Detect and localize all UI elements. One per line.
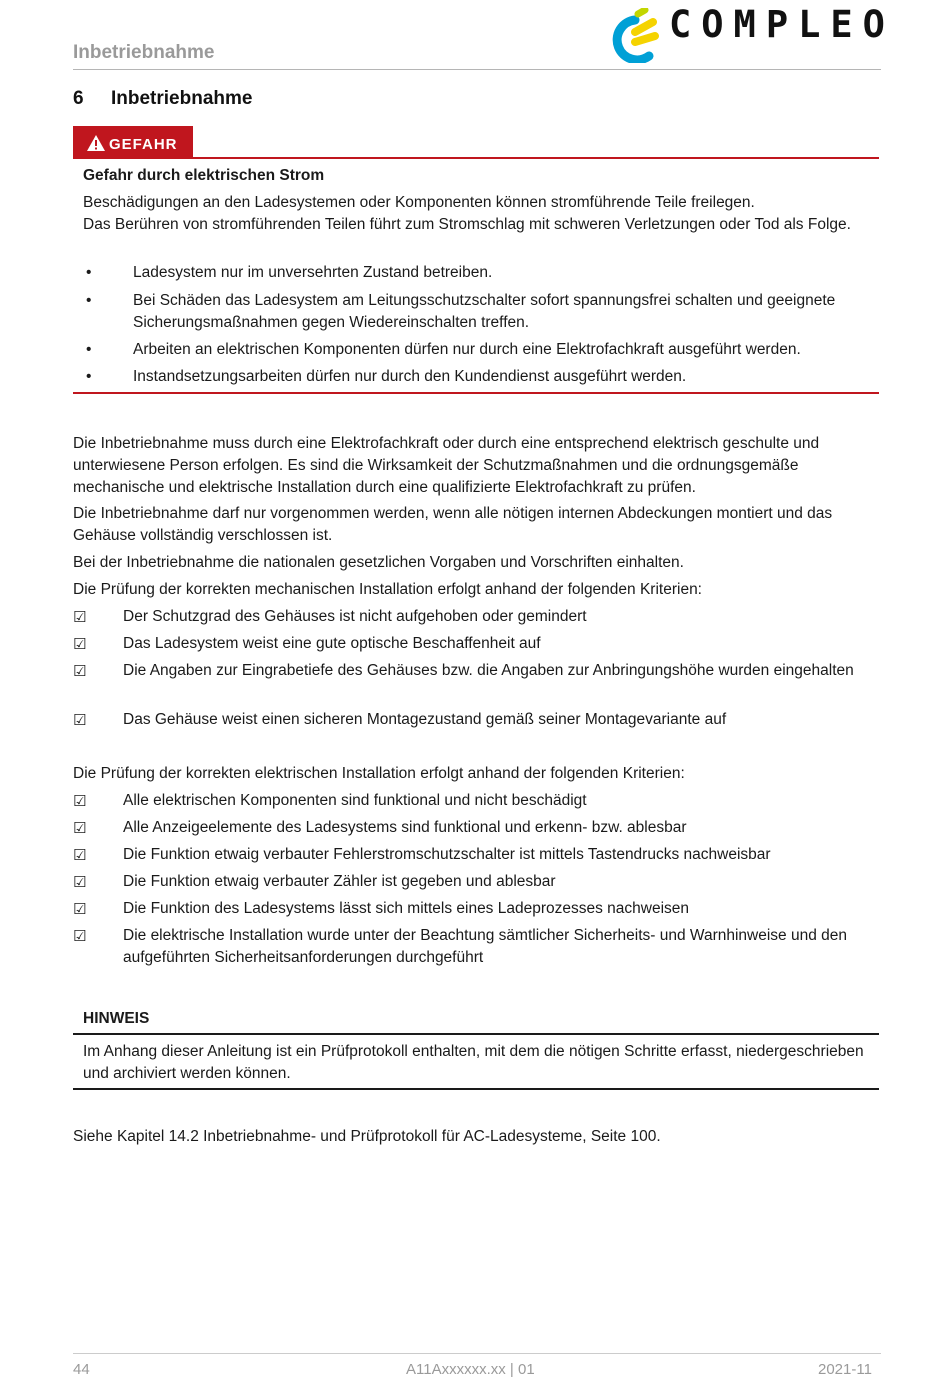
warning-triangle-icon (87, 135, 105, 151)
checklist-text: Die elektrische Installation wurde unter der Beachtung sämtlicher Sicherheits- und Warnhinweise und den aufgeführten Sicherheitsanforderungen durchgeführt (123, 927, 848, 966)
checkbox-checked-icon: ☑ (73, 819, 87, 837)
note-bottom-rule (73, 1088, 879, 1090)
document-id: A11Axxxxxx.xx | 01 (406, 1361, 535, 1378)
bullet-mark: • (86, 292, 92, 309)
checklist-text: Alle elektrischen Komponenten sind funktional und nicht beschädigt (123, 792, 587, 809)
danger-paragraph-1: Beschädigungen an den Ladesystemen oder Komponenten können stromführende Teile freilegen. (83, 194, 755, 211)
document-date: 2021-11 (818, 1361, 872, 1378)
chapter-number: 6 (73, 88, 84, 109)
checklist-text: Die Funktion etwaig verbauter Zähler ist gegeben und ablesbar (123, 873, 556, 890)
bullet-mark: • (86, 341, 92, 358)
chapter-title: Inbetriebnahme (111, 88, 253, 109)
danger-heading: Gefahr durch elektrischen Strom (83, 167, 325, 184)
danger-paragraph-2: Das Berühren von stromführenden Teilen führt zum Stromschlag mit schweren Verletzungen oder Tod als Folge. (83, 216, 851, 233)
checkbox-checked-icon: ☑ (73, 635, 87, 653)
running-header: Inbetriebnahme (73, 42, 215, 63)
checkbox-checked-icon: ☑ (73, 900, 87, 918)
danger-bottom-rule (73, 392, 879, 394)
checkbox-checked-icon: ☑ (73, 608, 87, 626)
body-paragraph-1: Die Inbetriebnahme muss durch eine Elektrofachkraft oder durch eine entsprechend elektrisch geschulte und unterwiesene Person erfolgen. Es sind die Wirksamkeit der Schutzmaßnahmen und die ordnungsgemäße mechanische und elektrische Installation durch eine qualifizierte Elektrofachkraft zu prüfen. (73, 435, 820, 496)
compleo-logo-mark-icon (605, 8, 667, 63)
compleo-logo (605, 3, 895, 63)
checkbox-checked-icon: ☑ (73, 846, 87, 864)
mechanical-criteria-intro: Die Prüfung der korrekten mechanischen Installation erfolgt anhand der folgenden Kriterien: (73, 581, 702, 598)
checkbox-checked-icon: ☑ (73, 792, 87, 810)
note-label: HINWEIS (83, 1010, 150, 1027)
danger-top-rule (73, 157, 879, 159)
footer-divider (73, 1353, 881, 1354)
checklist-text: Der Schutzgrad des Gehäuses ist nicht aufgehoben oder gemindert (123, 608, 587, 625)
checklist-text: Die Funktion etwaig verbauter Fehlerstromschutzschalter ist mittels Tastendrucks nachweisbar (123, 846, 771, 863)
checkbox-checked-icon: ☑ (73, 873, 87, 891)
chapter-heading (73, 88, 252, 110)
danger-bullet-text: Ladesystem nur im unversehrten Zustand betreiben. (133, 264, 493, 281)
bullet-mark: • (86, 368, 92, 385)
note-text: Im Anhang dieser Anleitung ist ein Prüfprotokoll enthalten, mit dem die nötigen Schritte erfasst, niedergeschrieben und archiviert werden können. (83, 1043, 864, 1082)
danger-bullet-text: Arbeiten an elektrischen Komponenten dürfen nur durch eine Elektrofachkraft ausgeführt werden. (133, 341, 801, 358)
body-paragraph-3: Bei der Inbetriebnahme die nationalen gesetzlichen Vorgaben und Vorschriften einhalten. (73, 554, 684, 571)
body-paragraph-2: Die Inbetriebnahme darf nur vorgenommen werden, wenn alle nötigen internen Abdeckungen montiert und das Gehäuse vollständig verschlossen ist. (73, 505, 833, 544)
checklist-text: Die Funktion des Ladesystems lässt sich mittels eines Ladeprozesses nachweisen (123, 900, 690, 917)
danger-bullet-text: Instandsetzungsarbeiten dürfen nur durch den Kundendienst ausgeführt werden. (133, 368, 687, 385)
cross-reference: Siehe Kapitel 14.2 Inbetriebnahme- und Prüfprotokoll für AC-Ladesysteme, Seite 100. (73, 1128, 661, 1145)
electrical-criteria-intro: Die Prüfung der korrekten elektrischen Installation erfolgt anhand der folgenden Kriterien: (73, 765, 685, 782)
note-top-rule (73, 1033, 879, 1035)
checkbox-checked-icon: ☑ (73, 711, 87, 729)
checkbox-checked-icon: ☑ (73, 662, 87, 680)
danger-bullet-text: Bei Schäden das Ladesystem am Leitungsschutzschalter sofort spannungsfrei schalten und geeignete Sicherungsmaßnahmen gegen Wiedereinschalten treffen. (133, 292, 836, 331)
header-divider (73, 69, 881, 70)
compleo-logo-text: COMPLEO (669, 3, 895, 46)
page-number: 44 (73, 1361, 90, 1378)
checkbox-checked-icon: ☑ (73, 927, 87, 945)
danger-label (73, 126, 193, 158)
checklist-text: Das Gehäuse weist einen sicheren Montagezustand gemäß seiner Montagevariante auf (123, 711, 727, 728)
checklist-text: Alle Anzeigeelemente des Ladesystems sind funktional und erkenn- bzw. ablesbar (123, 819, 687, 836)
bullet-mark: • (86, 264, 92, 281)
danger-label-text: GEFAHR (109, 136, 178, 153)
checklist-text: Das Ladesystem weist eine gute optische Beschaffenheit auf (123, 635, 541, 652)
checklist-text: Die Angaben zur Eingrabetiefe des Gehäuses bzw. die Angaben zur Anbringungshöhe wurden eingehalten (123, 662, 854, 679)
